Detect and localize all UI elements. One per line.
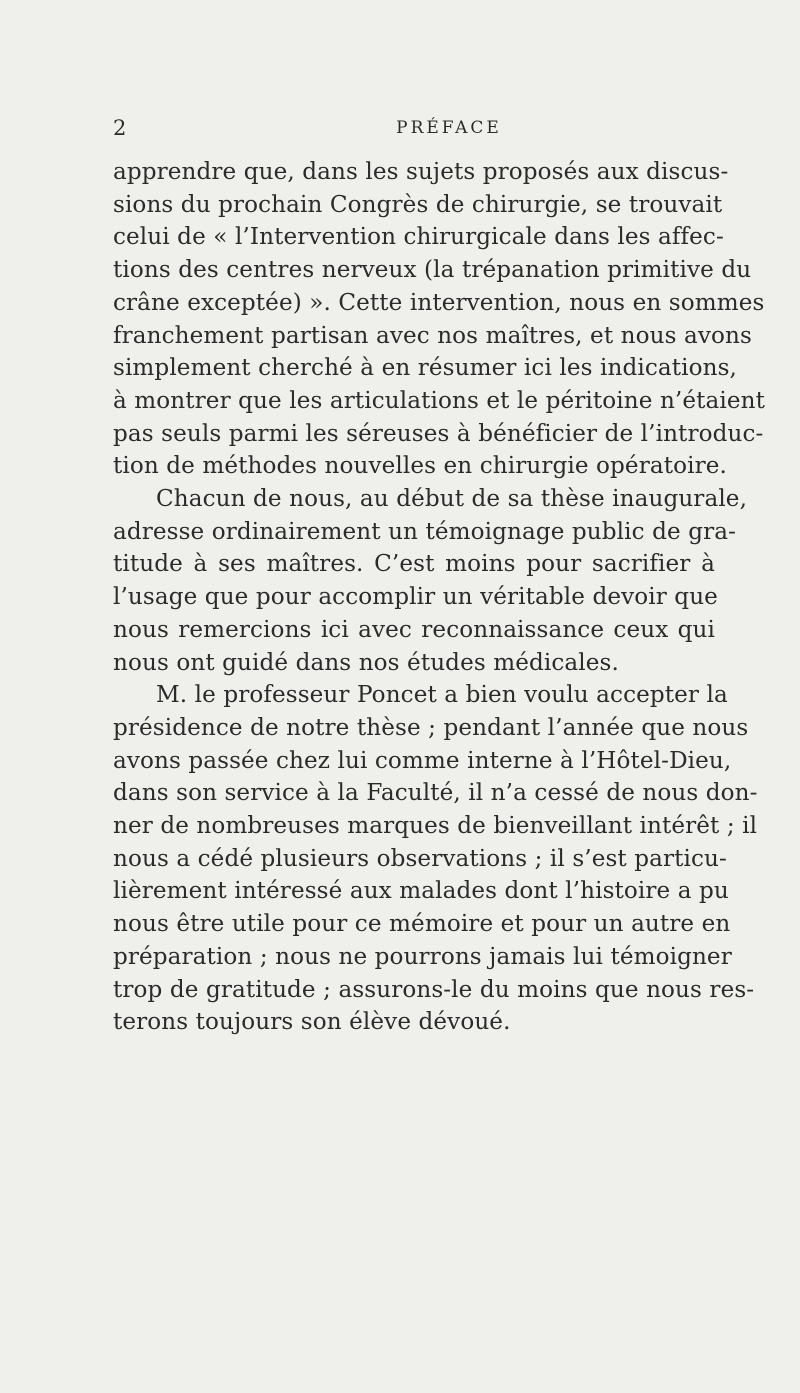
paragraph-1 (113, 156, 765, 483)
section-title: PRÉFACE (396, 118, 502, 138)
text-line: lièrement intéressé aux malades dont l’histoire a pu (113, 878, 729, 905)
text-line: adresse ordinairement un témoignage public de gra- (113, 518, 736, 545)
text-line: tions des centres nerveux (la trépanation primitive du (113, 257, 752, 284)
body-text (113, 156, 765, 1039)
paragraph-3 (113, 679, 758, 1039)
text-line: crâne exceptée) ». Cette intervention, nous en sommes (113, 289, 765, 316)
text-line: pas seuls parmi les séreuses à bénéficier de l’introduc- (113, 420, 764, 447)
text-line: Chacun de nous, au début de sa thèse inaugurale, (156, 486, 748, 513)
text-line: à montrer que les articulations et le péritoine n’étaient (113, 387, 765, 414)
text-line: l’usage que pour accomplir un véritable devoir que (113, 584, 718, 611)
text-line: préparation ; nous ne pourrons jamais lui témoigner (113, 943, 732, 970)
text-line: nous être utile pour ce mémoire et pour un autre en (113, 911, 731, 938)
text-line: M. le professeur Poncet a bien voulu accepter la (156, 682, 728, 709)
text-line: terons toujours son élève dévoué. (113, 1009, 511, 1036)
text-line: simplement cherché à en résumer ici les indications, (113, 355, 737, 382)
text-line: celui de « l’Intervention chirurgicale dans les affec- (113, 224, 724, 251)
text-line: dans son service à la Faculté, il n’a cessé de nous don- (113, 780, 758, 807)
running-head (113, 116, 713, 146)
text-line: sions du prochain Congrès de chirurgie, se trouvait (113, 191, 723, 218)
text-line: titude à ses maîtres. C’est moins pour sacrifier à (113, 551, 715, 578)
text-line: ner de nombreuses marques de bienveillant intérêt ; il (113, 813, 758, 840)
text-line: nous remercions ici avec reconnaissance ceux qui (113, 616, 715, 643)
text-line: nous a cédé plusieurs observations ; il s’est particu- (113, 845, 727, 872)
paragraph-2 (113, 483, 748, 679)
text-line: apprendre que, dans les sujets proposés aux discus- (113, 159, 729, 185)
text-line: trop de gratitude ; assurons-le du moins que nous res- (113, 976, 755, 1003)
text-line: tion de méthodes nouvelles en chirurgie opératoire. (113, 453, 727, 480)
text-line: avons passée chez lui comme interne à l’Hôtel-Dieu, (113, 747, 732, 774)
text-line: présidence de notre thèse ; pendant l’année que nous (113, 714, 749, 741)
text-line: franchement partisan avec nos maîtres, et nous avons (113, 322, 752, 349)
page-number: 2 (113, 116, 127, 140)
text-line: nous ont guidé dans nos études médicales. (113, 649, 619, 676)
